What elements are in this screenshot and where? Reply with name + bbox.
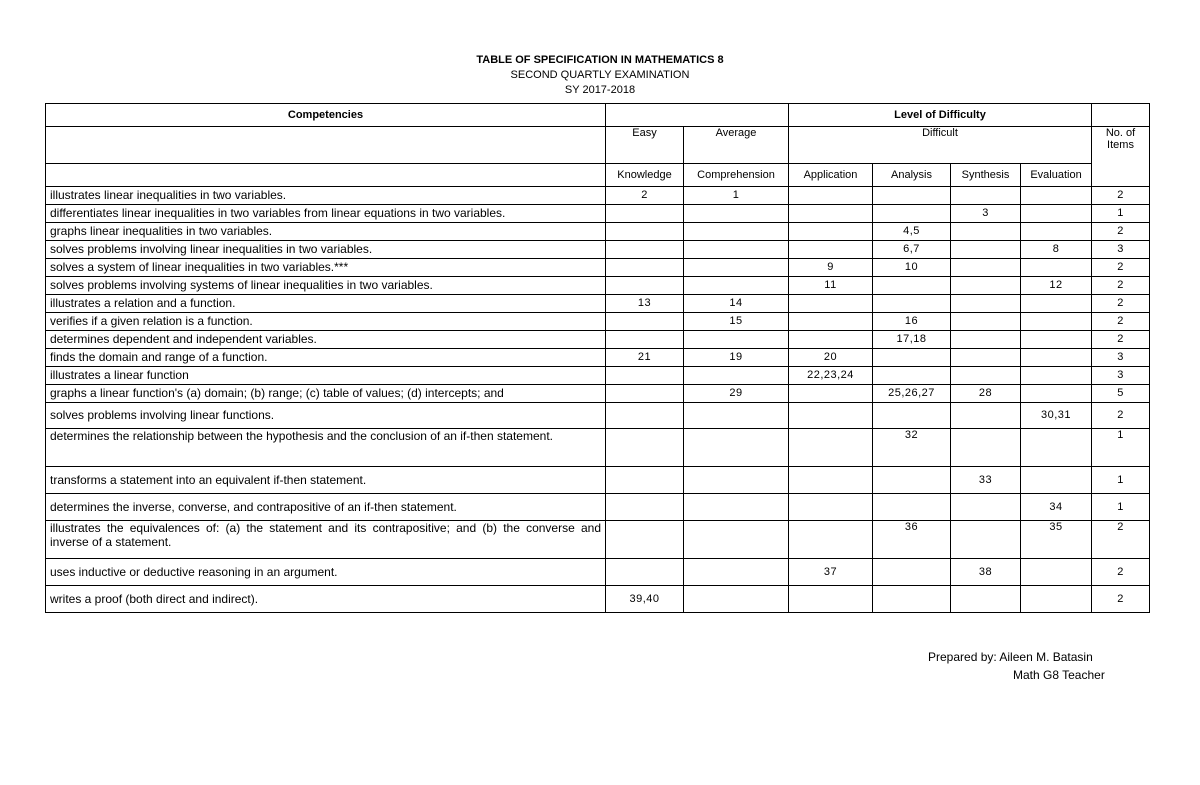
evaluation-cell xyxy=(1021,313,1092,331)
application-cell: 37 xyxy=(789,559,873,586)
synthesis-cell xyxy=(951,277,1021,295)
synthesis-cell xyxy=(951,241,1021,259)
application-cell xyxy=(789,403,873,429)
comprehension-cell xyxy=(684,223,789,241)
table-row xyxy=(46,429,1150,467)
difficult-header: Difficult xyxy=(789,127,1092,164)
items-cell: 2 xyxy=(1092,295,1150,313)
items-cell: 5 xyxy=(1092,385,1150,403)
competency-rows xyxy=(46,187,1150,613)
table-row xyxy=(46,295,1150,313)
analysis-cell: 10 xyxy=(873,259,951,277)
application-cell: 9 xyxy=(789,259,873,277)
comprehension-cell xyxy=(684,586,789,613)
school-year: SY 2017-2018 xyxy=(564,84,636,96)
competency-cell: determines dependent and independent variables. xyxy=(46,331,606,349)
analysis-cell xyxy=(873,559,951,586)
evaluation-cell xyxy=(1021,467,1092,494)
knowledge-cell xyxy=(606,223,684,241)
comprehension-cell: 14 xyxy=(684,295,789,313)
synthesis-cell xyxy=(951,494,1021,521)
knowledge-cell xyxy=(606,429,684,467)
evaluation-cell: 34 xyxy=(1021,494,1092,521)
evaluation-cell: 8 xyxy=(1021,241,1092,259)
analysis-cell xyxy=(873,295,951,313)
analysis-header: Analysis xyxy=(873,164,951,187)
items-cell: 2 xyxy=(1092,313,1150,331)
analysis-cell xyxy=(873,187,951,205)
items-cell: 3 xyxy=(1092,241,1150,259)
application-header: Application xyxy=(789,164,873,187)
evaluation-cell xyxy=(1021,586,1092,613)
application-cell xyxy=(789,205,873,223)
competency-cell: solves a system of linear inequalities in two variables.*** xyxy=(46,259,606,277)
synthesis-cell xyxy=(951,187,1021,205)
evaluation-cell xyxy=(1021,559,1092,586)
comprehension-cell: 29 xyxy=(684,385,789,403)
table-row xyxy=(46,494,1150,521)
competency-cell: determines the inverse, converse, and contrapositive of an if-then statement. xyxy=(46,494,606,521)
application-cell xyxy=(789,313,873,331)
synthesis-cell xyxy=(951,313,1021,331)
header-blank-comp-2 xyxy=(46,164,606,187)
items-cell: 1 xyxy=(1092,494,1150,521)
comprehension-cell xyxy=(684,494,789,521)
header-blank xyxy=(606,104,789,127)
synthesis-cell xyxy=(951,259,1021,277)
evaluation-cell xyxy=(1021,187,1092,205)
comprehension-cell xyxy=(684,521,789,559)
analysis-cell: 25,26,27 xyxy=(873,385,951,403)
items-cell: 3 xyxy=(1092,367,1150,385)
table-row xyxy=(46,467,1150,494)
synthesis-cell: 3 xyxy=(951,205,1021,223)
comprehension-cell: 15 xyxy=(684,313,789,331)
comprehension-cell: 19 xyxy=(684,349,789,367)
application-cell xyxy=(789,586,873,613)
average-header: Average xyxy=(684,127,789,164)
competency-cell: illustrates a relation and a function. xyxy=(46,295,606,313)
items-cell: 1 xyxy=(1092,429,1150,467)
application-cell xyxy=(789,223,873,241)
analysis-cell xyxy=(873,494,951,521)
analysis-cell: 17,18 xyxy=(873,331,951,349)
items-cell: 2 xyxy=(1092,223,1150,241)
synthesis-cell xyxy=(951,349,1021,367)
synthesis-cell xyxy=(951,295,1021,313)
table-row xyxy=(46,187,1150,205)
application-cell xyxy=(789,521,873,559)
competency-cell: transforms a statement into an equivalent if-then statement. xyxy=(46,467,606,494)
competency-cell: uses inductive or deductive reasoning in an argument. xyxy=(46,559,606,586)
table-row xyxy=(46,205,1150,223)
synthesis-cell xyxy=(951,331,1021,349)
prepared-by: Prepared by: Aileen M. Batasin xyxy=(928,650,1093,664)
evaluation-cell xyxy=(1021,429,1092,467)
competency-cell: determines the relationship between the hypothesis and the conclusion of an if-then statement. xyxy=(46,429,606,467)
synthesis-cell: 38 xyxy=(951,559,1021,586)
application-cell xyxy=(789,331,873,349)
items-cell: 2 xyxy=(1092,521,1150,559)
table-row xyxy=(46,385,1150,403)
knowledge-cell xyxy=(606,385,684,403)
items-cell: 2 xyxy=(1092,403,1150,429)
comprehension-cell xyxy=(684,559,789,586)
competency-cell: graphs linear inequalities in two variables. xyxy=(46,223,606,241)
table-row xyxy=(46,241,1150,259)
knowledge-cell: 13 xyxy=(606,295,684,313)
table-row xyxy=(46,367,1150,385)
table-row xyxy=(46,403,1150,429)
comprehension-cell xyxy=(684,331,789,349)
competency-cell: verifies if a given relation is a function. xyxy=(46,313,606,331)
knowledge-cell: 2 xyxy=(606,187,684,205)
table-row xyxy=(46,349,1150,367)
competency-cell: solves problems involving systems of linear inequalities in two variables. xyxy=(46,277,606,295)
knowledge-cell xyxy=(606,367,684,385)
synthesis-cell xyxy=(951,586,1021,613)
comprehension-cell xyxy=(684,429,789,467)
application-cell: 22,23,24 xyxy=(789,367,873,385)
header-row-3 xyxy=(46,164,1150,187)
knowledge-cell xyxy=(606,559,684,586)
analysis-cell: 4,5 xyxy=(873,223,951,241)
competency-cell: graphs a linear function's (a) domain; (b) range; (c) table of values; (d) intercepts; and xyxy=(46,385,606,403)
easy-header: Easy xyxy=(606,127,684,164)
comprehension-cell xyxy=(684,241,789,259)
document-header xyxy=(0,53,1200,98)
knowledge-cell xyxy=(606,277,684,295)
header-row-2 xyxy=(46,127,1150,164)
evaluation-cell xyxy=(1021,349,1092,367)
evaluation-header: Evaluation xyxy=(1021,164,1092,187)
knowledge-cell xyxy=(606,521,684,559)
analysis-cell: 32 xyxy=(873,429,951,467)
synthesis-cell xyxy=(951,403,1021,429)
knowledge-header: Knowledge xyxy=(606,164,684,187)
items-cell: 3 xyxy=(1092,349,1150,367)
comprehension-cell xyxy=(684,205,789,223)
knowledge-cell: 21 xyxy=(606,349,684,367)
evaluation-cell: 12 xyxy=(1021,277,1092,295)
application-cell xyxy=(789,241,873,259)
competency-cell: finds the domain and range of a function. xyxy=(46,349,606,367)
teacher-position: Math G8 Teacher xyxy=(1013,668,1105,682)
evaluation-cell xyxy=(1021,295,1092,313)
synthesis-cell xyxy=(951,367,1021,385)
header-blank-comp xyxy=(46,127,606,164)
evaluation-cell xyxy=(1021,223,1092,241)
application-cell: 11 xyxy=(789,277,873,295)
knowledge-cell xyxy=(606,313,684,331)
knowledge-cell xyxy=(606,403,684,429)
analysis-cell: 16 xyxy=(873,313,951,331)
competency-cell: solves problems involving linear inequalities in two variables. xyxy=(46,241,606,259)
table-row xyxy=(46,313,1150,331)
items-cell: 2 xyxy=(1092,559,1150,586)
table-row xyxy=(46,259,1150,277)
synthesis-cell xyxy=(951,429,1021,467)
comprehension-cell xyxy=(684,259,789,277)
analysis-cell xyxy=(873,403,951,429)
knowledge-cell: 39,40 xyxy=(606,586,684,613)
table-row xyxy=(46,277,1150,295)
evaluation-cell: 35 xyxy=(1021,521,1092,559)
table-row xyxy=(46,331,1150,349)
evaluation-cell xyxy=(1021,259,1092,277)
comprehension-cell: 1 xyxy=(684,187,789,205)
items-cell: 2 xyxy=(1092,187,1150,205)
application-cell xyxy=(789,187,873,205)
table-row xyxy=(46,586,1150,613)
evaluation-cell xyxy=(1021,205,1092,223)
application-cell xyxy=(789,467,873,494)
competency-cell: illustrates linear inequalities in two variables. xyxy=(46,187,606,205)
analysis-cell xyxy=(873,349,951,367)
items-cell: 2 xyxy=(1092,259,1150,277)
header-blank-items xyxy=(1092,104,1150,127)
synthesis-cell: 28 xyxy=(951,385,1021,403)
analysis-cell xyxy=(873,367,951,385)
comprehension-cell xyxy=(684,467,789,494)
analysis-cell: 6,7 xyxy=(873,241,951,259)
items-cell: 2 xyxy=(1092,277,1150,295)
competency-cell: differentiates linear inequalities in two variables from linear equations in two variables. xyxy=(46,205,606,223)
items-cell: 1 xyxy=(1092,467,1150,494)
application-cell xyxy=(789,494,873,521)
knowledge-cell xyxy=(606,205,684,223)
table-row xyxy=(46,521,1150,559)
competency-cell: illustrates a linear function xyxy=(46,367,606,385)
document-title: TABLE OF SPECIFICATION IN MATHEMATICS 8 xyxy=(476,54,724,66)
evaluation-cell xyxy=(1021,367,1092,385)
knowledge-cell xyxy=(606,331,684,349)
table-row xyxy=(46,559,1150,586)
comprehension-cell xyxy=(684,277,789,295)
evaluation-cell: 30,31 xyxy=(1021,403,1092,429)
analysis-cell xyxy=(873,205,951,223)
specification-table xyxy=(45,103,1150,613)
items-cell: 1 xyxy=(1092,205,1150,223)
analysis-cell: 36 xyxy=(873,521,951,559)
comprehension-cell xyxy=(684,367,789,385)
analysis-cell xyxy=(873,467,951,494)
synthesis-cell: 33 xyxy=(951,467,1021,494)
analysis-cell xyxy=(873,586,951,613)
evaluation-cell xyxy=(1021,331,1092,349)
synthesis-header: Synthesis xyxy=(951,164,1021,187)
comprehension-cell xyxy=(684,403,789,429)
competency-cell: illustrates the equivalences of: (a) the statement and its contrapositive; and (b) the converse and inverse of a statement. xyxy=(46,521,606,559)
knowledge-cell xyxy=(606,467,684,494)
evaluation-cell xyxy=(1021,385,1092,403)
knowledge-cell xyxy=(606,241,684,259)
competency-cell: writes a proof (both direct and indirect). xyxy=(46,586,606,613)
header-row-1 xyxy=(46,104,1150,127)
items-cell: 2 xyxy=(1092,331,1150,349)
document-subtitle: SECOND QUARTLY EXAMINATION xyxy=(510,69,690,81)
analysis-cell xyxy=(873,277,951,295)
level-of-difficulty-header: Level of Difficulty xyxy=(789,104,1092,127)
application-cell: 20 xyxy=(789,349,873,367)
synthesis-cell xyxy=(951,223,1021,241)
comprehension-header: Comprehension xyxy=(684,164,789,187)
synthesis-cell xyxy=(951,521,1021,559)
application-cell xyxy=(789,429,873,467)
application-cell xyxy=(789,295,873,313)
items-cell: 2 xyxy=(1092,586,1150,613)
application-cell xyxy=(789,385,873,403)
table-row xyxy=(46,223,1150,241)
knowledge-cell xyxy=(606,259,684,277)
knowledge-cell xyxy=(606,494,684,521)
competency-cell: solves problems involving linear functions. xyxy=(46,403,606,429)
competencies-header: Competencies xyxy=(46,104,606,127)
no-of-items-header: No. of Items xyxy=(1092,127,1150,187)
